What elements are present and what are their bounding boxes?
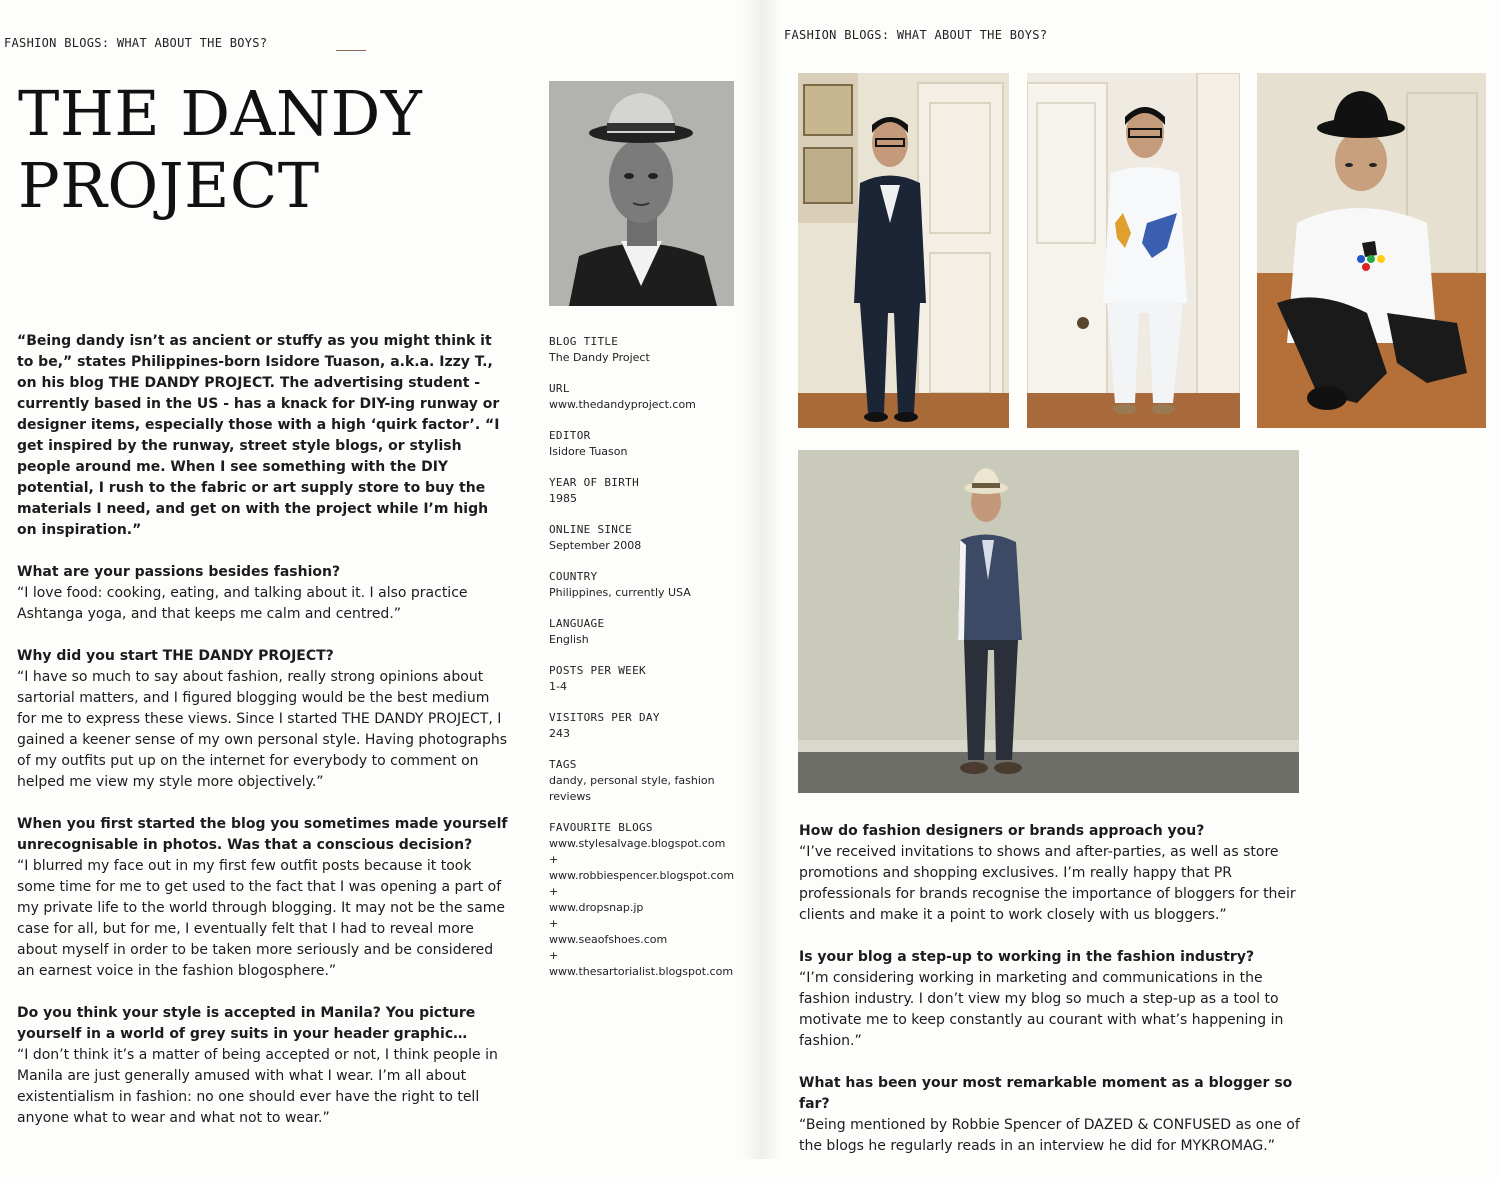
question: Why did you start THE DANDY PROJECT? (17, 648, 334, 664)
answer: “I blurred my face out in my first few outfit posts because it took some time for me to get used to the fact that I was opening a part of my private life to the world through blogging. It may not be the same case for all, but for me, I eventually felt that I had to reveal more about myself in order to be taken more seriously and be considered an earnest voice in the fashion blogosphere.” (17, 858, 506, 979)
fact-editor (549, 428, 749, 460)
intro-paragraph: “Being dandy isn’t as ancient or stuffy as you might think it to be,” states Philippines-born Isidore Tuason, a.k.a. Izzy T., on his blog THE DANDY PROJECT. The advertising student - currently based in the US - has a knack for DIY-ing runway or designer items, especially those with a high ‘quirk factor’. “I get inspired by the runway, street style blogs, or stylish people around me. When I see something with the DIY potential, I rush to the fabric or art supply store to buy the materials I need, and get on with the project while I’m high on inspiration.” (17, 333, 500, 538)
fact-label: URL (549, 382, 570, 395)
qa-block (799, 947, 1304, 1052)
outfit-photo-bowler-hat (1257, 73, 1486, 428)
qa-block (17, 562, 512, 625)
fact-value: 1-4 (549, 680, 567, 693)
fact-value: 1985 (549, 492, 577, 505)
fact-label: YEAR OF BIRTH (549, 476, 639, 489)
separator: + (549, 917, 559, 930)
article-body-left (17, 331, 512, 1150)
outfit-photo-4-illustration (798, 450, 1299, 793)
separator: + (549, 949, 559, 962)
answer: “I’m considering working in marketing and communications in the fashion industry. I don’t view my blog so much a step-up as a tool to motivate me to keep constantly au courant with what’s happening in fashion.” (799, 970, 1284, 1049)
fact-label: LANGUAGE (549, 617, 605, 630)
fact-value: 243 (549, 727, 570, 740)
blog-link: www.thesartorialist.blogspot.com (549, 965, 734, 978)
qa-block (17, 1003, 512, 1129)
fact-year-of-birth (549, 475, 749, 507)
fact-value: September 2008 (549, 539, 642, 552)
blog-link: www.dropsnap.jp (549, 901, 644, 914)
fact-value: English (549, 633, 589, 646)
fact-country (549, 569, 749, 601)
answer: “I don’t think it’s a matter of being accepted or not, I think people in Manila are just generally amused with what I wear. I’m all about existentialism in fashion: no one should ever have the right to tell anyone what to wear and what not to wear.” (17, 1047, 498, 1126)
article-body-right (799, 821, 1304, 1178)
question: When you first started the blog you sometimes made yourself unrecognisable in photos. Was that a conscious decision? (17, 816, 508, 853)
fact-label: FAVOURITE BLOGS (549, 821, 653, 834)
fact-label: VISITORS PER DAY (549, 711, 660, 724)
running-head-left: FASHION BLOGS: WHAT ABOUT THE BOYS? (4, 36, 268, 50)
answer: “Being mentioned by Robbie Spencer of DAZED & CONFUSED as one of the blogs he regularly reads in an interview he did for MYKROMAG.” (799, 1117, 1300, 1154)
fact-blog-title (549, 334, 749, 366)
fact-posts-per-week (549, 663, 749, 695)
portrait-illustration (549, 81, 734, 306)
question: What are your passions besides fashion? (17, 564, 341, 580)
title-line-2: PROJECT (18, 149, 320, 222)
qa-block (17, 646, 512, 793)
blog-link: www.seaofshoes.com (549, 933, 668, 946)
fact-label: POSTS PER WEEK (549, 664, 646, 677)
fact-online-since (549, 522, 749, 554)
fact-box (549, 334, 749, 995)
fact-label: ONLINE SINCE (549, 523, 633, 536)
outfit-photo-1-illustration (798, 73, 1009, 428)
question: Do you think your style is accepted in Manila? You picture yourself in a world of grey suits in your header graphic… (17, 1005, 476, 1042)
fact-label: EDITOR (549, 429, 591, 442)
fact-value: Philippines, currently USA (549, 586, 691, 599)
title-line-1: THE DANDY (18, 77, 423, 150)
fact-label: COUNTRY (549, 570, 598, 583)
portrait-photo (549, 81, 734, 306)
answer: “I love food: cooking, eating, and talking about it. I also practice Ashtanga yoga, and that keeps me calm and centred.” (17, 585, 468, 622)
separator: + (549, 885, 559, 898)
ink-mark (336, 50, 366, 51)
answer: “I’ve received invitations to shows and after-parties, as well as store promotions and shopping exclusives. I’m really happy that PR professionals for brands recognise the importance of bloggers for their clients and make it a point to work closely with us bloggers.” (799, 844, 1296, 923)
article-title (18, 78, 422, 222)
fact-language (549, 616, 749, 648)
fact-value: www.thedandyproject.com (549, 398, 696, 411)
blog-link: www.stylesalvage.blogspot.com (549, 837, 726, 850)
fact-value: The Dandy Project (549, 351, 650, 364)
outfit-photo-2-illustration (1027, 73, 1240, 428)
outfit-photo-navy-suit (798, 73, 1009, 428)
outfit-photo-blazer-wall (798, 450, 1299, 793)
question: What has been your most remarkable moment as a blogger so far? (799, 1075, 1293, 1112)
separator: + (549, 853, 559, 866)
qa-block (17, 814, 512, 982)
blog-link: www.robbiespencer.blogspot.com (549, 869, 735, 882)
outfit-photo-white-shirt (1027, 73, 1240, 428)
running-head-right: FASHION BLOGS: WHAT ABOUT THE BOYS? (784, 28, 1048, 42)
fact-tags (549, 757, 719, 805)
answer: “I have so much to say about fashion, really strong opinions about sartorial matters, and I figured blogging would be the best medium for me to express these views. Since I started THE DANDY PROJECT, I gained a keener sense of my own personal style. Having photographs of my outfits put up on the internet for everybody to comment on helped me view my style more objectively.” (17, 669, 508, 790)
qa-block (799, 821, 1304, 926)
fact-favourite-blogs (549, 820, 749, 980)
fact-value: Isidore Tuason (549, 445, 628, 458)
fact-visitors-per-day (549, 710, 749, 742)
question: How do fashion designers or brands approach you? (799, 823, 1205, 839)
fact-label: TAGS (549, 758, 577, 771)
fact-value: dandy, personal style, fashion reviews (549, 774, 715, 803)
fact-url (549, 381, 749, 413)
outfit-photo-3-illustration (1257, 73, 1486, 428)
fact-label: BLOG TITLE (549, 335, 619, 348)
question: Is your blog a step-up to working in the fashion industry? (799, 949, 1255, 965)
qa-block (799, 1073, 1304, 1157)
